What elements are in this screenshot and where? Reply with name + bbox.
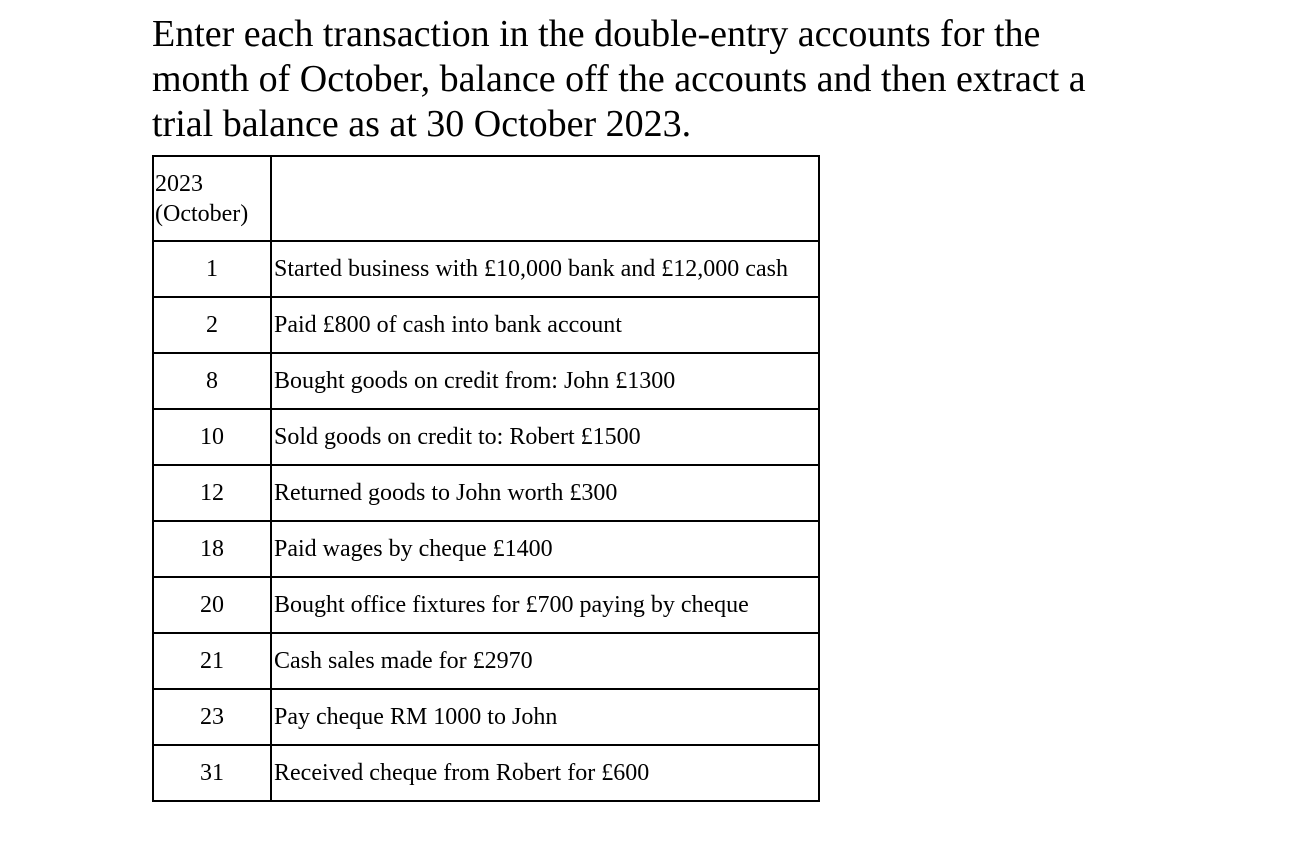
header-month: (October) xyxy=(155,200,249,227)
row-day: 2 xyxy=(153,297,271,353)
row-day: 8 xyxy=(153,353,271,409)
table-row xyxy=(153,297,819,353)
table-header-row xyxy=(153,156,819,241)
description-header-cell xyxy=(271,156,819,241)
instructions-line-1: Enter each transaction in the double-entry accounts for the xyxy=(152,13,1041,55)
row-day: 21 xyxy=(153,633,271,689)
table-row xyxy=(153,689,819,745)
row-description: Paid wages by cheque £1400 xyxy=(271,521,819,577)
row-description: Returned goods to John worth £300 xyxy=(271,465,819,521)
table-row xyxy=(153,633,819,689)
header-year: 2023 xyxy=(155,170,203,197)
instructions-line-2: month of October, balance off the accounts and then extract a xyxy=(152,58,1086,100)
row-description: Paid £800 of cash into bank account xyxy=(271,297,819,353)
row-day: 20 xyxy=(153,577,271,633)
row-description: Pay cheque RM 1000 to John xyxy=(271,689,819,745)
row-description: Sold goods on credit to: Robert £1500 xyxy=(271,409,819,465)
table-row xyxy=(153,409,819,465)
instructions-text xyxy=(152,12,1152,147)
table-row xyxy=(153,353,819,409)
row-day: 23 xyxy=(153,689,271,745)
row-day: 18 xyxy=(153,521,271,577)
row-day: 1 xyxy=(153,241,271,297)
table-row xyxy=(153,745,819,801)
row-description: Received cheque from Robert for £600 xyxy=(271,745,819,801)
row-description: Bought goods on credit from: John £1300 xyxy=(271,353,819,409)
table-row xyxy=(153,465,819,521)
row-day: 31 xyxy=(153,745,271,801)
table-row xyxy=(153,521,819,577)
instructions-line-3: trial balance as at 30 October 2023. xyxy=(152,103,692,145)
row-description: Bought office fixtures for £700 paying by cheque xyxy=(271,577,819,633)
row-description: Started business with £10,000 bank and £12,000 cash xyxy=(271,241,819,297)
table-row xyxy=(153,241,819,297)
row-day: 10 xyxy=(153,409,271,465)
date-header-cell xyxy=(153,156,271,241)
row-description: Cash sales made for £2970 xyxy=(271,633,819,689)
row-day: 12 xyxy=(153,465,271,521)
table-row xyxy=(153,577,819,633)
transactions-table xyxy=(152,155,820,802)
